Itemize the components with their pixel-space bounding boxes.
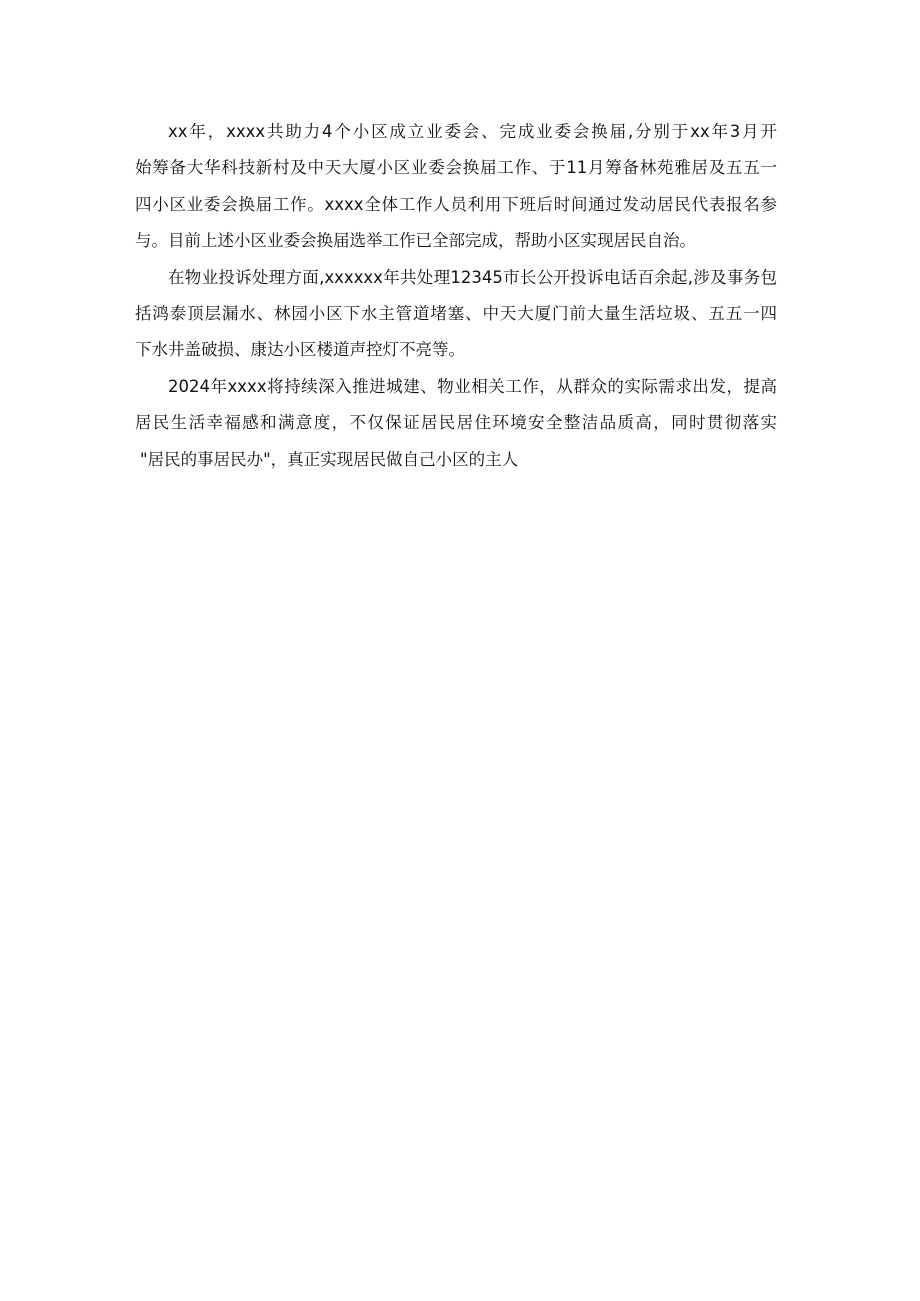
paragraph-line: xx年，xxxx共助力4个小区成立业委会、完成业委会换届,分别于xx年3月开 bbox=[168, 122, 777, 141]
paragraph-line: 括鸿泰顶层漏水、林园小区下水主管道堵塞、中天大厦门前大量生活垃圾、五五一四 bbox=[135, 303, 777, 323]
document-body bbox=[135, 114, 777, 478]
paragraph-line: "居民的事居民办"，真正实现居民做自己小区的主人 bbox=[140, 449, 519, 469]
paragraph-line: 四小区业委会换届工作。xxxx全体工作人员利用下班后时间通过发动居民代表报名参 bbox=[135, 194, 777, 214]
paragraph-line: 下水井盖破损、康达小区楼道声控灯不亮等。 bbox=[135, 340, 465, 360]
paragraph-property-complaints bbox=[135, 260, 777, 369]
paragraph-2024-plan bbox=[135, 369, 777, 478]
paragraph-line: 居民生活幸福感和满意度，不仅保证居民居住环境安全整洁品质高，同时贯彻落实 bbox=[135, 413, 777, 433]
paragraph-line: 在物业投诉处理方面,xxxxxx年共处理12345市长公开投诉电话百余起,涉及事务包 bbox=[168, 267, 777, 287]
paragraph-line: 与。目前上述小区业委会换届选举工作已全部完成，帮助小区实现居民自治。 bbox=[135, 231, 696, 251]
paragraph-line: 始筹备大华科技新村及中天大厦小区业委会换届工作、于11月筹备林苑雅居及五五一 bbox=[135, 158, 777, 178]
paragraph-line: 2024年xxxx将持续深入推进城建、物业相关工作，从群众的实际需求出发，提高 bbox=[168, 376, 777, 396]
paragraph-community-committees bbox=[135, 114, 777, 260]
